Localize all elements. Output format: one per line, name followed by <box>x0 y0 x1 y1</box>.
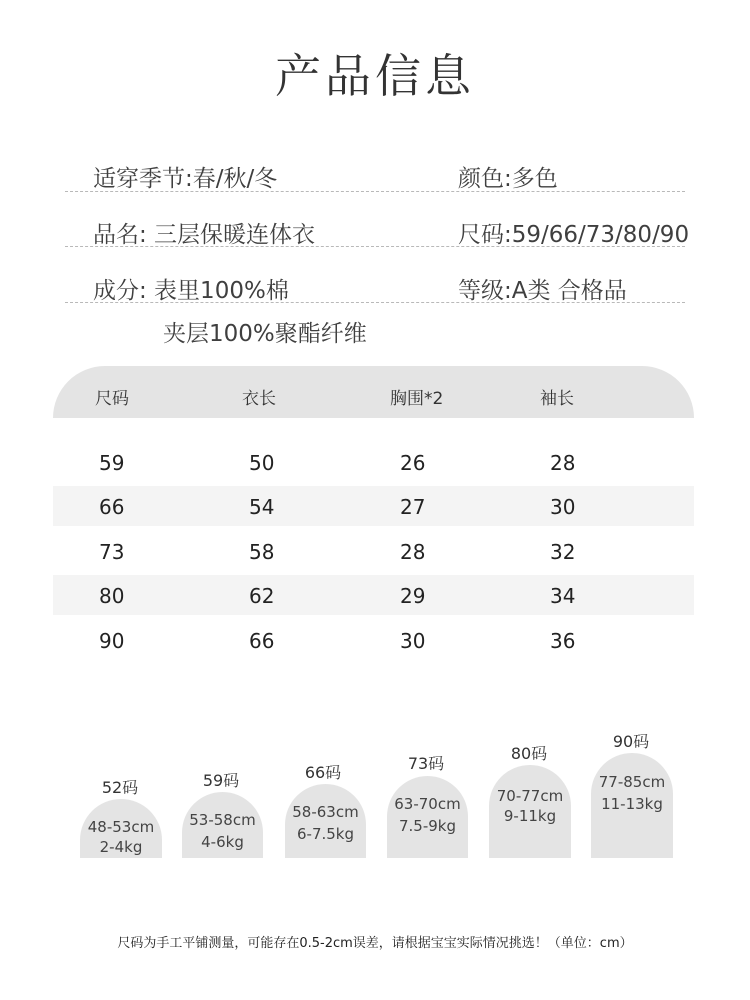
size-guide-card <box>387 776 468 858</box>
table-cell: 54 <box>249 495 275 519</box>
size-guide-weight: 11-13kg <box>601 795 663 813</box>
size-guide-height: 70-77cm <box>496 787 564 805</box>
table-header-sleeve: 袖长 <box>540 389 574 409</box>
size-guide-height: 77-85cm <box>598 773 666 791</box>
size-guide-label: 90码 <box>612 732 650 751</box>
grade-info: 等级:A类 合格品 <box>458 278 627 304</box>
divider <box>65 302 685 303</box>
table-cell: 28 <box>400 540 426 564</box>
measurement-note: 尺码为手工平铺测量，可能存在0.5-2cm误差，请根据宝宝实际情况挑选！（单位：cm） <box>117 936 633 951</box>
size-guide-height: 53-58cm <box>189 811 256 829</box>
color-info: 颜色:多色 <box>458 166 558 192</box>
table-cell: 59 <box>99 451 125 475</box>
table-row-stripe <box>53 575 694 615</box>
page-title: 产品信息 <box>275 49 475 103</box>
table-cell: 30 <box>550 495 576 519</box>
material-info: 成分: 表里100%棉 <box>93 278 289 304</box>
table-header-chest: 胸围*2 <box>390 389 444 409</box>
table-cell: 36 <box>550 629 576 653</box>
size-guide-weight: 7.5-9kg <box>398 817 457 835</box>
table-cell: 29 <box>400 584 426 608</box>
size-guide-card <box>285 784 366 858</box>
table-cell: 80 <box>99 584 125 608</box>
sizes-info: 尺码:59/66/73/80/90 <box>458 222 690 248</box>
size-guide-height: 48-53cm <box>87 818 155 836</box>
table-cell: 26 <box>400 451 426 475</box>
table-cell: 27 <box>400 495 426 519</box>
size-guide-card <box>80 799 162 858</box>
table-header-size: 尺码 <box>95 389 129 409</box>
size-guide-height: 58-63cm <box>292 803 359 821</box>
table-cell: 28 <box>550 451 576 475</box>
size-guide-label: 80码 <box>510 744 548 763</box>
size-guide-height: 63-70cm <box>394 795 461 813</box>
table-cell: 73 <box>99 540 125 564</box>
size-guide-card <box>182 792 263 858</box>
size-guide-weight: 2-4kg <box>99 838 143 856</box>
size-guide-weight: 6-7.5kg <box>296 825 355 843</box>
size-guide-label: 59码 <box>202 771 240 790</box>
table-cell: 34 <box>550 584 576 608</box>
size-guide-label: 73码 <box>407 754 445 773</box>
table-row-stripe <box>53 486 694 526</box>
table-header-bar <box>53 366 694 418</box>
divider <box>65 191 685 192</box>
size-guide-weight: 4-6kg <box>201 833 244 851</box>
size-guide-card <box>591 753 673 858</box>
size-guide-card <box>489 765 571 858</box>
material-info-line-2: 夹层100%聚酯纤维 <box>163 321 367 347</box>
season-info: 适穿季节:春/秋/冬 <box>93 166 278 192</box>
table-cell: 50 <box>249 451 275 475</box>
table-cell: 62 <box>249 584 275 608</box>
table-cell: 90 <box>99 629 125 653</box>
product-name-info: 品名: 三层保暖连体衣 <box>93 222 316 248</box>
size-guide-label: 66码 <box>304 763 342 782</box>
table-cell: 30 <box>400 629 426 653</box>
divider <box>65 246 685 247</box>
table-cell: 66 <box>99 495 125 519</box>
table-header-length: 衣长 <box>242 389 276 409</box>
size-guide-weight: 9-11kg <box>503 807 557 825</box>
table-cell: 66 <box>249 629 275 653</box>
table-cell: 32 <box>550 540 576 564</box>
size-guide-label: 52码 <box>101 778 139 797</box>
table-cell: 58 <box>249 540 275 564</box>
